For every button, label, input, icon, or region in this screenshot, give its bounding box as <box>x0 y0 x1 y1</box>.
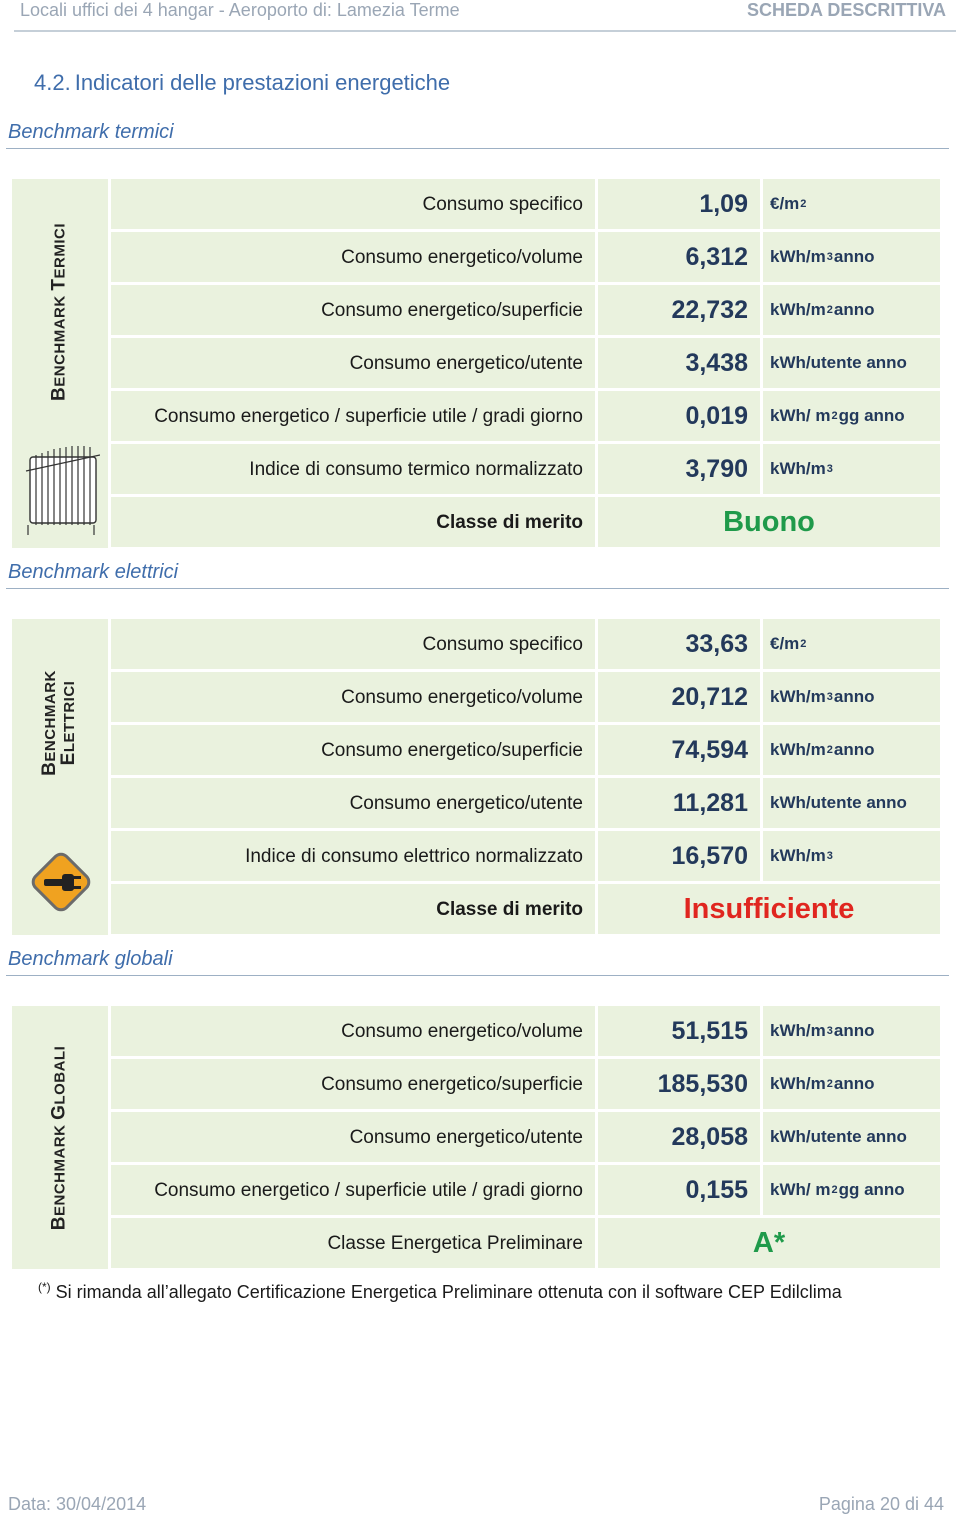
row-unit: kWh/ m 2 gg anno <box>770 406 905 425</box>
cell-divider <box>760 778 763 828</box>
elettrici-merit-row <box>108 884 940 934</box>
row-unit: kWh/utente anno <box>770 793 907 812</box>
row-label: Consumo energetico/volume <box>341 1020 583 1042</box>
elettrici-heading: Benchmark elettrici <box>8 561 179 583</box>
elettrici-vertical-title: BENCHMARK ELETTRICI <box>39 670 79 776</box>
section-title: Indicatori delle prestazioni energetiche <box>74 70 451 95</box>
termici-side-label <box>12 179 108 444</box>
row-label: Indice di consumo elettrico normalizzato <box>245 845 583 867</box>
row-value: 20,712 <box>671 682 748 711</box>
merit-label: Classe di merito <box>436 898 583 920</box>
header-document-title: Locali uffici dei 4 hangar - Aeroporto di: Lamezia Terme <box>20 0 460 20</box>
globali-row <box>108 1059 940 1109</box>
row-unit: kWh/m 2 anno <box>770 740 875 759</box>
termici-vertical-title: BENCHMARK TERMICI <box>48 222 70 401</box>
row-unit: kWh/m 2 anno <box>770 300 875 319</box>
termici-row <box>108 179 940 229</box>
row-unit: kWh/m 3 <box>770 459 833 478</box>
elettrici-panel <box>12 619 940 935</box>
cell-divider <box>760 232 763 282</box>
row-value: 51,515 <box>671 1016 748 1045</box>
globali-vertical-title: BENCHMARK GLOBALI <box>48 1045 70 1230</box>
radiator-icon <box>24 441 100 537</box>
row-unit: kWh/utente anno <box>770 353 907 372</box>
cell-divider <box>760 619 763 669</box>
cell-divider <box>760 179 763 229</box>
merit-label: Classe di merito <box>436 511 583 533</box>
row-unit: €/m 2 <box>770 194 807 213</box>
row-label: Consumo energetico / superficie utile / gradi giorno <box>154 405 583 427</box>
cell-divider <box>760 1112 763 1162</box>
row-value: 6,312 <box>685 242 748 271</box>
row-label: Consumo energetico/superficie <box>321 299 583 321</box>
termici-row <box>108 285 940 335</box>
elettrici-row <box>108 619 940 669</box>
row-value: 11,281 <box>672 788 748 817</box>
elettrici-row <box>108 725 940 775</box>
cell-divider <box>760 1059 763 1109</box>
row-value: 1,09 <box>699 189 748 218</box>
electric-plug-warning-icon <box>26 847 96 917</box>
row-unit: kWh/m 3 anno <box>770 1021 875 1040</box>
globali-row <box>108 1006 940 1056</box>
cell-divider <box>760 725 763 775</box>
globali-row <box>108 1165 940 1215</box>
cell-divider <box>760 1006 763 1056</box>
elettrici-row <box>108 778 940 828</box>
row-value: 3,438 <box>685 348 748 377</box>
globali-panel <box>12 1006 940 1269</box>
row-value: 0,019 <box>685 401 748 430</box>
row-unit: kWh/ m 2 gg anno <box>770 1180 905 1199</box>
row-label: Consumo energetico/superficie <box>321 1073 583 1095</box>
row-value: 28,058 <box>671 1122 748 1151</box>
row-label: Consumo specifico <box>422 193 583 215</box>
row-label: Consumo energetico/utente <box>349 352 583 374</box>
cell-divider <box>760 391 763 441</box>
row-unit: kWh/m 3 anno <box>770 687 875 706</box>
cell-divider <box>760 831 763 881</box>
footnote <box>38 1280 842 1303</box>
row-value: 185,530 <box>657 1069 748 1098</box>
cell-divider <box>760 444 763 494</box>
elettrici-side-label <box>12 619 108 827</box>
row-unit: €/m 2 <box>770 634 807 653</box>
footnote-marker: (*) <box>38 1280 51 1294</box>
row-label: Consumo energetico/utente <box>349 1126 583 1148</box>
section-heading <box>34 70 454 96</box>
row-value: 22,732 <box>671 295 748 324</box>
merit-value: Insufficiente <box>683 892 855 925</box>
termici-row <box>108 444 940 494</box>
elettrici-row <box>108 672 940 722</box>
cell-divider <box>760 338 763 388</box>
row-label: Consumo energetico/volume <box>341 246 583 268</box>
row-label: Indice di consumo termico normalizzato <box>249 458 583 480</box>
header-document-type: SCHEDA DESCRITTIVA <box>746 0 946 20</box>
row-label: Consumo energetico/utente <box>349 792 583 814</box>
globali-row <box>108 1112 940 1162</box>
page-header <box>0 0 960 34</box>
termici-merit-row <box>108 497 940 547</box>
row-label: Consumo energetico/superficie <box>321 739 583 761</box>
elettrici-divider <box>6 588 949 589</box>
termici-divider <box>6 148 949 149</box>
row-value: 16,570 <box>671 841 748 870</box>
termici-heading: Benchmark termici <box>8 121 174 143</box>
cell-divider <box>760 1165 763 1215</box>
globali-divider <box>6 975 949 976</box>
cell-divider <box>760 672 763 722</box>
row-unit: kWh/m 2 anno <box>770 1074 875 1093</box>
elettrici-row <box>108 831 940 881</box>
footer-date: Data: 30/04/2014 <box>8 1494 147 1514</box>
globali-side-label <box>12 1006 108 1269</box>
row-label: Consumo energetico / superficie utile / gradi giorno <box>154 1179 583 1201</box>
header-divider <box>14 30 956 32</box>
globali-heading: Benchmark globali <box>8 948 173 970</box>
row-value: 33,63 <box>685 629 748 658</box>
row-unit: kWh/m 3 anno <box>770 247 875 266</box>
row-label: Consumo specifico <box>422 633 583 655</box>
merit-value: A* <box>752 1226 786 1259</box>
row-value: 3,790 <box>685 454 748 483</box>
termici-row <box>108 391 940 441</box>
termici-row <box>108 232 940 282</box>
row-unit: kWh/m 3 <box>770 846 833 865</box>
footer-page-number: Pagina 20 di 44 <box>818 1494 944 1514</box>
footnote-text: Si rimanda all’allegato Certificazione Energetica Preliminare ottenuta con il software CEP Edilclima <box>50 1282 842 1302</box>
globali-merit-row <box>108 1218 940 1268</box>
row-value: 0,155 <box>685 1175 748 1204</box>
merit-value: Buono <box>723 505 815 538</box>
termici-panel <box>12 179 940 548</box>
row-label: Consumo energetico/volume <box>341 686 583 708</box>
termici-row <box>108 338 940 388</box>
cell-divider <box>760 285 763 335</box>
row-value: 74,594 <box>671 735 748 764</box>
section-number: 4.2. <box>34 70 71 95</box>
merit-label: Classe Energetica Preliminare <box>327 1232 583 1254</box>
row-unit: kWh/utente anno <box>770 1127 907 1146</box>
